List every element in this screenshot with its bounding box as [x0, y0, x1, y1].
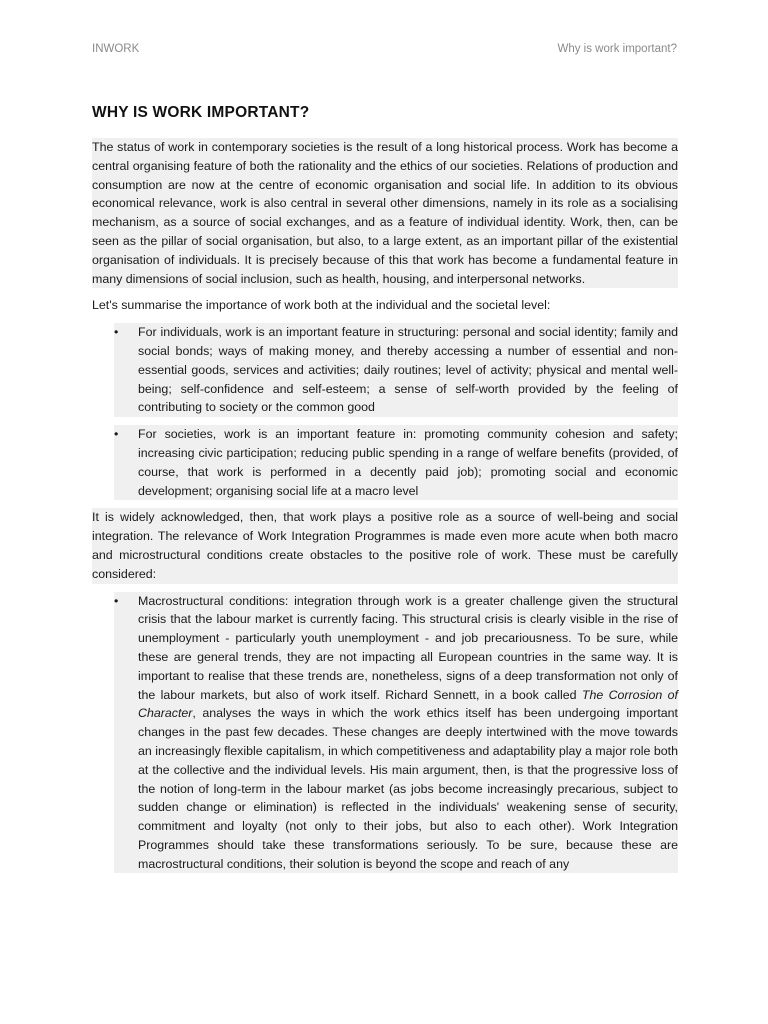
- book-title: The Corrosion of Character: [138, 687, 678, 721]
- macro-text-after: , analyses the ways in which the work ethics itself has been undergoing important changes in the past few decades. These changes are deeply intertwined with the move towards an increasingly flexible capitalism, in which competitiveness and adaptability play a major role both at the collective and the individual levels. His main argument, then, is that the progressive loss of the notion of long-term in the labour market (as jobs become increasingly precarious, subject to sudden change or elimination) is reflected in the individuals' weakening sense of security, commitment and loyalty (not only to their jobs, but also to each other). Work Integration Programmes should take these transformations seriously. To be sure, because these are macrostructural conditions, their solution is beyond the scope and reach of any: [138, 706, 678, 871]
- bullet-marker: •: [114, 325, 119, 340]
- list-item-text: [138, 592, 678, 874]
- paragraph-status-of-work: The status of work in contemporary societies is the result of a long historical process. Work has become a central organising feature of both the rationality and the ethics of our societies. Relations of production and consumption are now at the centre of economic organisation and social life. In addition to its obvious economical relevance, work is also central in several other dimensions, namely in its role as a socialising mechanism, as a source of social exchanges, and as a feature of individual identity. Work, then, can be seen as the pillar of social organisation, but also, to a large extent, as an important pillar of the existential organisation of individuals. It is precisely because of this that work has become a fundamental feature in many dimensions of social inclusion, such as health, housing, and interpersonal networks.: [92, 138, 678, 288]
- page-title: WHY IS WORK IMPORTANT?: [92, 104, 310, 121]
- conditions-list: [92, 592, 678, 874]
- list-item: [114, 323, 678, 417]
- macro-text-before: Macrostructural conditions: integration through work is a greater challenge given the structural crisis that the labour market is currently facing. This structural crisis is clearly visible in the rise of unemployment - particularly youth unemployment - and job precariousness. To be sure, while these are general trends, they are not impacting all European countries in the same way. It is important to realise that these trends are, nonetheless, signs of a deep transformation not only of the labour markets, but also of work itself. Richard Sennett, in a book called: [138, 593, 678, 702]
- paragraph-summary-intro: Let's summarise the importance of work both at the individual and the societal level:: [92, 298, 551, 313]
- list-item-text: For societies, work is an important feature in: promoting community cohesion and safety; increasing civic participation; reducing public spending in a range of welfare benefits (provided, of course, that work is performed in a decently paid job); promoting social and economic development; organising social life at a macro level: [138, 427, 678, 498]
- list-item-text: For individuals, work is an important feature in structuring: personal and social identity; family and social bonds; ways of making money, and thereby accessing a number of essential and non-essential goods, services and activities; daily routines; level of activity; physical and mental well-being; self-confidence and self-esteem; a sense of self-worth provided by the feeling of contributing to society or the common good: [138, 325, 678, 415]
- document-body: [92, 138, 678, 881]
- bullet-marker: •: [114, 427, 119, 442]
- list-item: [114, 425, 678, 500]
- paragraph-positive-role: It is widely acknowledged, then, that work plays a positive role as a source of well-being and social integration. The relevance of Work Integration Programmes is made even more acute when both macro and microstructural conditions create obstacles to the positive role of work. These must be carefully considered:: [92, 508, 678, 583]
- header-left: INWORK: [92, 43, 140, 55]
- list-item: [114, 592, 678, 874]
- importance-list: [92, 323, 678, 500]
- running-header: [92, 43, 677, 55]
- bullet-marker: •: [114, 593, 119, 608]
- header-right: Why is work important?: [557, 43, 677, 55]
